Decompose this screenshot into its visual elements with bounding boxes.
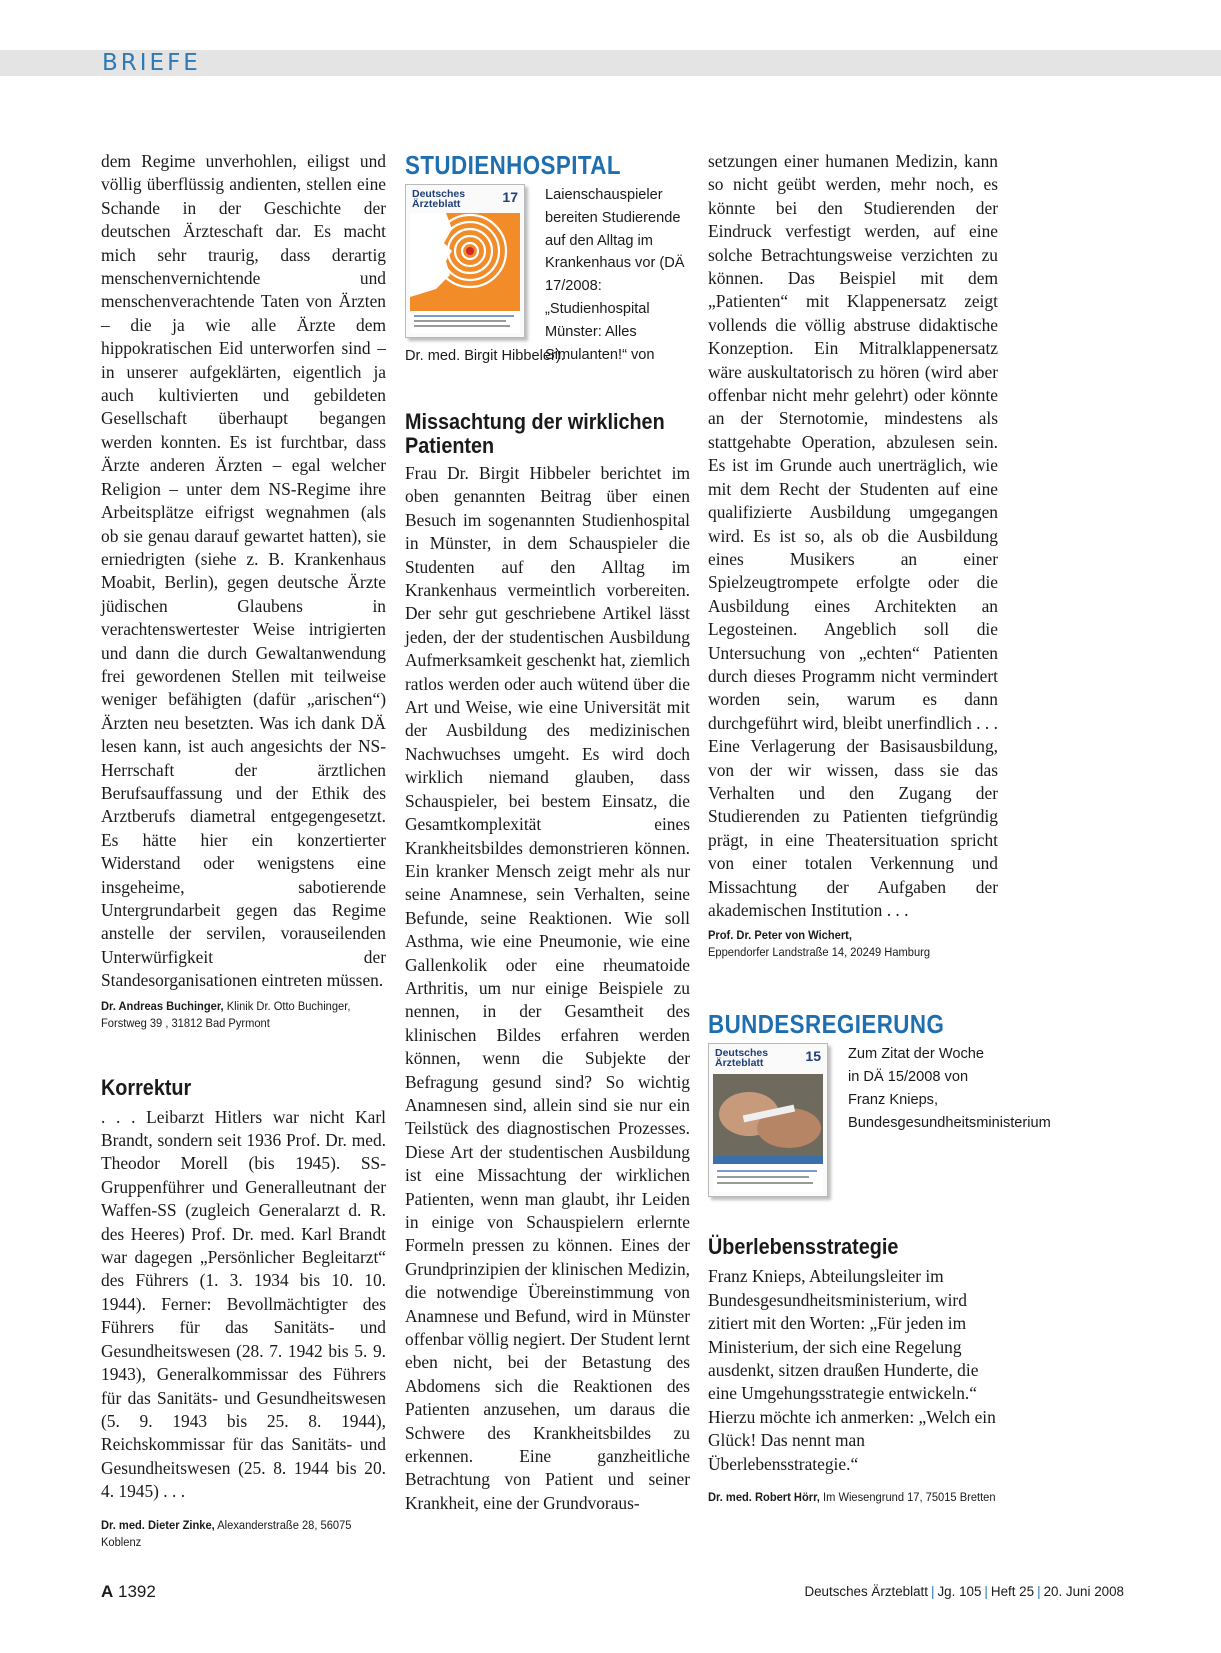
signature-address: Klinik Dr. Otto Buchinger, Forstweg 39 , 31812 Bad Pyrmont [101,998,351,1030]
section-label: BRIEFE [102,50,201,76]
signature-name: Dr. med. Dieter Zinke, [101,1517,215,1532]
cover-issue-number: 15 [805,1048,821,1065]
journal-info [804,1584,1124,1599]
signature-name: Dr. med. Robert Hörr, [708,1490,820,1505]
page-number [101,1582,156,1602]
column-2 [405,150,690,1515]
letter-korrektur-title: Korrektur [101,1074,192,1100]
journal-date: 20. Juni 2008 [1043,1584,1124,1599]
signature-name: Prof. Dr. Peter von Wichert, [708,928,852,943]
journal-name: Deutsches Ärzteblatt [804,1584,928,1599]
cover-issue-number: 17 [502,189,518,205]
separator: | [931,1584,935,1599]
letter-ueberlebensstrategie-title: Überlebensstrategie [708,1234,899,1260]
magazine-cover-thumbnail [708,1043,828,1197]
page-number-value: 1392 [118,1582,156,1601]
magazine-cover-thumbnail [405,184,525,338]
letter-ueberlebensstrategie-text: Franz Knieps, Abteilungsleiter im Bundesgesundheitsministerium, wird zitiert mit den Worten: „Für jeden im Ministerium, der sich eine Regelung ausdenkt, sitzen draußen Hunderte, die eine Umgehungsstrategie entwickeln.“ Hierzu möchte ich anmerken: „Welch ein Glück! Das nennt man Überlebensstrategie.“ [708,1266,996,1474]
signature-address: Alexanderstraße 28, 56075 Koblenz [101,1517,352,1549]
journal-volume: Jg. 105 [937,1584,982,1599]
journal-issue: Heft 25 [990,1584,1035,1599]
column-3 [708,150,1051,1506]
cover-illustration [709,1044,827,1196]
letter-missachtung-title: Missachtung der wirklichen Patienten [405,409,665,458]
signature-address: Im Wiesengrund 17, 75015 Bretten [819,1490,996,1505]
separator: | [1037,1584,1041,1599]
separator: | [984,1584,988,1599]
letter-hoerr-signature [708,1489,996,1506]
letter-missachtung-text: Frau Dr. Birgit Hibbeler berichtet im oben genannten Beitrag über einen Besuch im sogenannten Studienhospital in Münster, in dem Schauspieler die Studenten auf den Alltag im Krankenhaus vermeintlich vorbereiten. Der sehr gut geschriebene Artikel lässt jeden, der der studentischen Ausbildung Aufmerksamkeit geschenkt hat, ziemlich ratlos werden oder auch wütend über die Art und Weise, wie eine Universität mit der Ausbildung des medizinischen Nachwuchses umgeht. Es wird doch wirklich niemand glauben, dass Schauspieler, bei bestem Einsatz, die Gesamtkomplexität eines Krankheitsbildes demonstrieren können. Ein kranker Mensch zeigt mehr als nur seine Anamnese, sein Verhalten, seine Befunde, seine Reaktionen. Wie soll Asthma, wie eine Pneumonie, wie eine Gallenkolik oder eine rheumatoide Arthritis, um nur einige Beispiele zu nennen, in der Gesamtheit des klinischen Bildes erfahren werden können, wenn die Subjekte der Befragung gesund sind? So wichtig Anamnesen sind, allein sind sie nur ein Teilstück des diagnostischen Prozesses. Diese Art der studentischen Ausbildung ist eine Missachtung der wirklichen Patienten, wenn man glaubt, ihr Leiden in einige von Schauspielern erlernte Formeln pressen zu können. Eines der Grundprinzipien der klinischen Medizin, die notwendige Übereinstimmung von Anamnese und Befund, wird in Münster offenbar völlig negiert. Der Student lernt eben nicht, bei der Betastung des Abdomens sich die Reaktionen des Patienten anzusehen, um daraus die Schwere des Krankheitsbildes zu erkennen. Eine ganzheitliche Betrachtung von Patient und seiner Krankheit, eine der Grundvoraus- [405,463,690,1513]
letter-korrektur-text: . . . Leibarzt Hitlers war nicht Karl Brandt, sondern seit 1936 Prof. Dr. med. Theodor Morell (bis 1945). SS-Gruppenführer und Generalleutnant der Waffen-SS (zugleich Generalarzt d. R. des Heeres) Prof. Dr. med. Karl Brandt war dagegen „Persönlicher Begleitarzt“ des Führers (1. 3. 1934 bis 10. 10. 1944). Ferner: Bevollmächtigter des Führers für das Sanitäts- und Gesundheitswesen (28. 7. 1942 bis 5. 9. 1943), Generalkommissar des Führers für das Sanitäts- und Gesundheitswesen (5. 9. 1943 bis 25. 8. 1944), Reichskommissar für das Sanitäts- und Gesundheitswesen (25. 8. 1944 bis 20. 4. 1945) . . . [101,1106,386,1502]
rubric-studienhospital: STUDIENHOSPITAL [405,150,621,180]
teaser-studienhospital [405,184,690,374]
letter-missachtung-continuation: setzungen einer humanen Medizin, kann so nicht geübt werden, mehr noch, es könnte bei den Studierenden der Eindruck verfestigt werden, auf eine solche Betrachtungsweise verzichten zu können. Das Beispiel mit dem „Patienten“ mit Klappenersatz zeigt vollends die völlig abstruse didaktische Konzeption. Ein Mitralklappenersatz wäre auskultatorisch zu hören (wird aber offenbar nicht mehr gelehrt) oder könnte an der Sternotomie, mindestens als stattgehabte Operation, abzulesen sein. Es ist im Grunde auch unerträglich, wie mit dem Recht der Studenten auf eine qualifizierte Ausbildung umgegangen wird. Es ist so, als ob die Ausbildung eines Musikers an einer Spielzeugtrompete erfolgte oder die Ausbildung eines Architekten an Legosteinen. Angeblich soll die Untersuchung von „echten“ Patienten durch dieses Programm nicht vermindert worden sein, warum es dann durchgeführt wird, bleibt unerfindlich . . . Eine Verlagerung der Basisausbildung, von der wir wissen, dass sie das Verhalten und den Zugang der Studierenden zu Patienten tiefgründig prägt, in eine Theatersituation spricht von einer totalen Verkennung und Missachtung der Aufgaben der akademischen Institution . . . [708,151,998,920]
teaser-bundesregierung [708,1043,1051,1203]
cover-masthead: Deutsches Ärzteblatt [715,1047,769,1070]
teaser-text: Laienschauspieler bereiten Studierende auf den Alltag im Krankenhaus vor (DÄ 17/2008: „Studienhospital Münster: Alles Simulanten!“ von [545,187,685,363]
letter-wichert-signature [708,927,996,961]
cover-masthead: Deutsches Ärzteblatt [412,188,466,210]
signature-address: Eppendorfer Landstraße 14, 20249 Hamburg [708,945,931,960]
cover-illustration [406,185,524,337]
letter-buchinger-signature [101,998,384,1032]
teaser-text: Zum Zitat der Woche in DÄ 15/2008 von Franz Knieps, Bundesgesundheitsministerium [848,1046,1051,1131]
letter-buchinger-text: dem Regime unverhohlen, eiligst und völlig überflüssig andienten, stellen eine Schande in der Geschichte der deutschen Ärzteschaft dar. Es macht mich sehr traurig, dass derartig menschenvernichtende und menschenverachtende Taten von Ärzten – die ja wie alle Ärzte dem hippokratischen Eid unterworfen sind – in unserer aufgeklärten, eigentlich ja auch kultivierten und gebildeten Gesellschaft überhaupt begangen werden konnten. Es ist furchtbar, dass Ärzte anderen Ärzten – egal welcher Religion – unter dem NS-Regime ihre Arbeitsplätze eifrigst wegnahmen (als ob sie genau darauf gewartet hatten), sie erniedrigten (siehe z. B. Krankenhaus Moabit, Berlin), gegen deutsche Ärzte jüdischen Glaubens in verachtenswertester Weise intrigierten und dann die durch Gewaltanwendung frei gewordenen Stellen mit teilweise weniger befähigten (dafür „arischen“) Ärzten neu besetzten. Was ich dank DÄ lesen kann, ist auch angesichts der NS-Herrschaft der ärztlichen Berufsauffassung und der Ethik des Arztberufs diametral entgegengesetzt. Es hätte hier ein konzertierter Widerstand oder wenigstens eine insgeheime, sabotierende Untergrundarbeit gegen das Regime anstelle der servilen, vorauseilenden Unterwürfigkeit der Standesorganisationen eintreten müssen. [101,151,386,991]
column-1 [101,150,386,1551]
teaser-text-continuation: Dr. med. Birgit Hibbeler). [405,348,565,364]
signature-name: Dr. Andreas Buchinger, [101,998,224,1013]
page-prefix: A [101,1582,114,1601]
rubric-bundesregierung: BUNDESREGIERUNG [708,1009,945,1040]
letter-korrektur-signature [101,1517,384,1551]
